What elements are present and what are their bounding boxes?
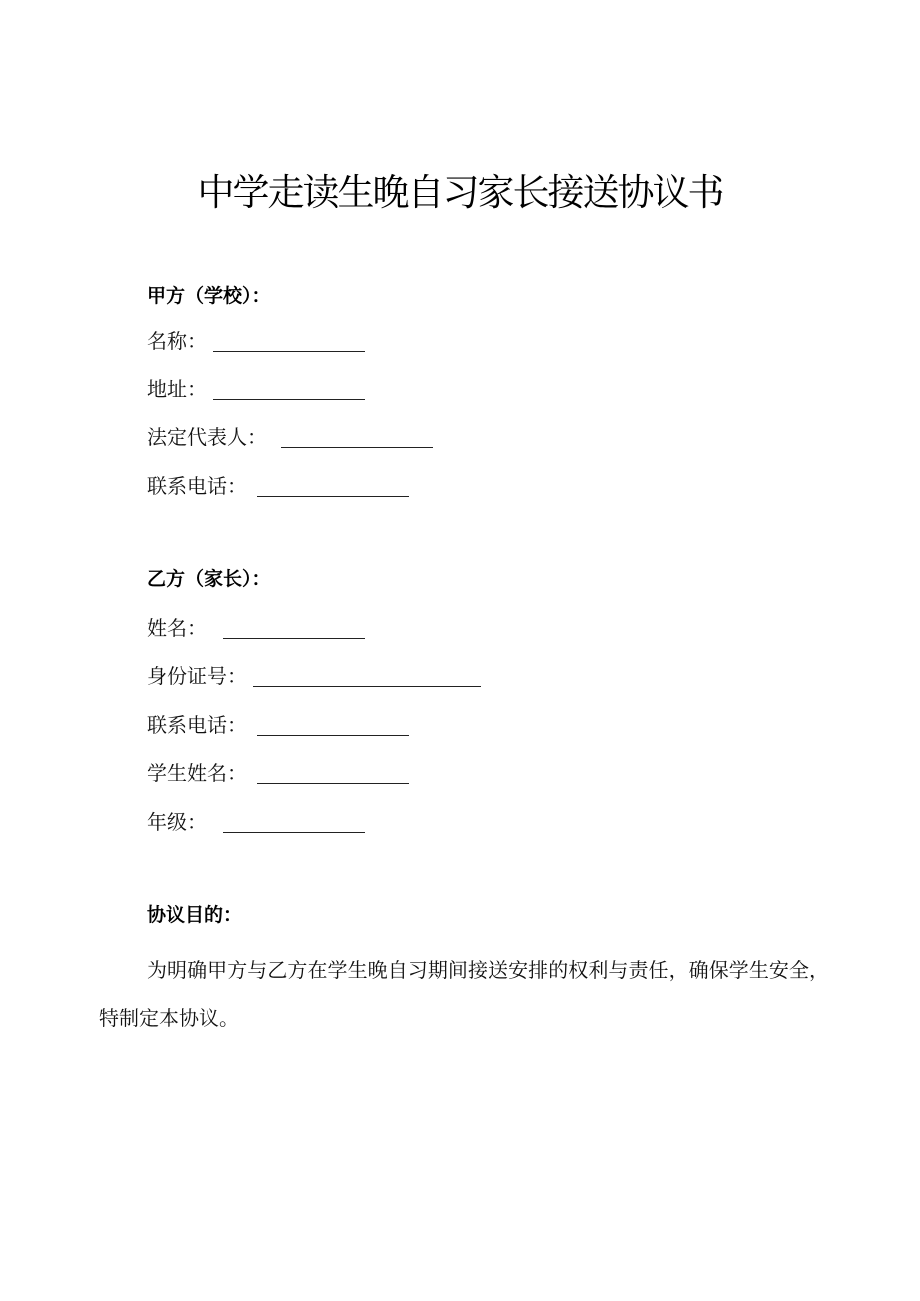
purpose-paragraph: 为明确甲方与乙方在学生晚自习期间接送安排的权利与责任，确保学生安全，特制定本协议。 xyxy=(99,958,829,1030)
student-name-blank[interactable] xyxy=(257,761,409,784)
grade-row xyxy=(147,808,365,836)
party-b-id-label: 身份证号： xyxy=(147,664,247,688)
party-b-phone-blank[interactable] xyxy=(257,713,409,736)
grade-blank[interactable] xyxy=(223,810,365,833)
party-a-phone-row xyxy=(147,472,409,500)
party-b-heading: 乙方（家长）： xyxy=(147,568,271,590)
party-b-name-row xyxy=(147,614,365,642)
party-b-id-blank[interactable] xyxy=(253,664,481,687)
party-a-address-label: 地址： xyxy=(147,377,207,401)
party-b-name-blank[interactable] xyxy=(223,616,365,639)
grade-label: 年级： xyxy=(147,810,207,834)
party-b-id-row xyxy=(147,662,481,690)
party-b-phone-label: 联系电话： xyxy=(147,713,247,737)
party-a-representative-row xyxy=(147,423,433,451)
party-a-representative-label: 法定代表人： xyxy=(147,425,267,449)
party-a-heading: 甲方（学校）： xyxy=(147,285,271,307)
purpose-heading: 协议目的： xyxy=(147,904,243,926)
party-a-phone-blank[interactable] xyxy=(257,474,409,497)
party-a-representative-blank[interactable] xyxy=(281,425,433,448)
party-a-name-row xyxy=(147,327,365,355)
student-name-label: 学生姓名： xyxy=(147,761,247,785)
party-a-name-blank[interactable] xyxy=(213,329,365,352)
party-b-name-label: 姓名： xyxy=(147,616,207,640)
party-a-address-row xyxy=(147,375,365,403)
student-name-row xyxy=(147,759,409,787)
document-title: 中学走读生晚自习家长接送协议书 xyxy=(197,171,723,214)
party-a-address-blank[interactable] xyxy=(213,377,365,400)
party-a-name-label: 名称： xyxy=(147,329,207,353)
party-a-phone-label: 联系电话： xyxy=(147,474,247,498)
party-b-phone-row xyxy=(147,711,409,739)
